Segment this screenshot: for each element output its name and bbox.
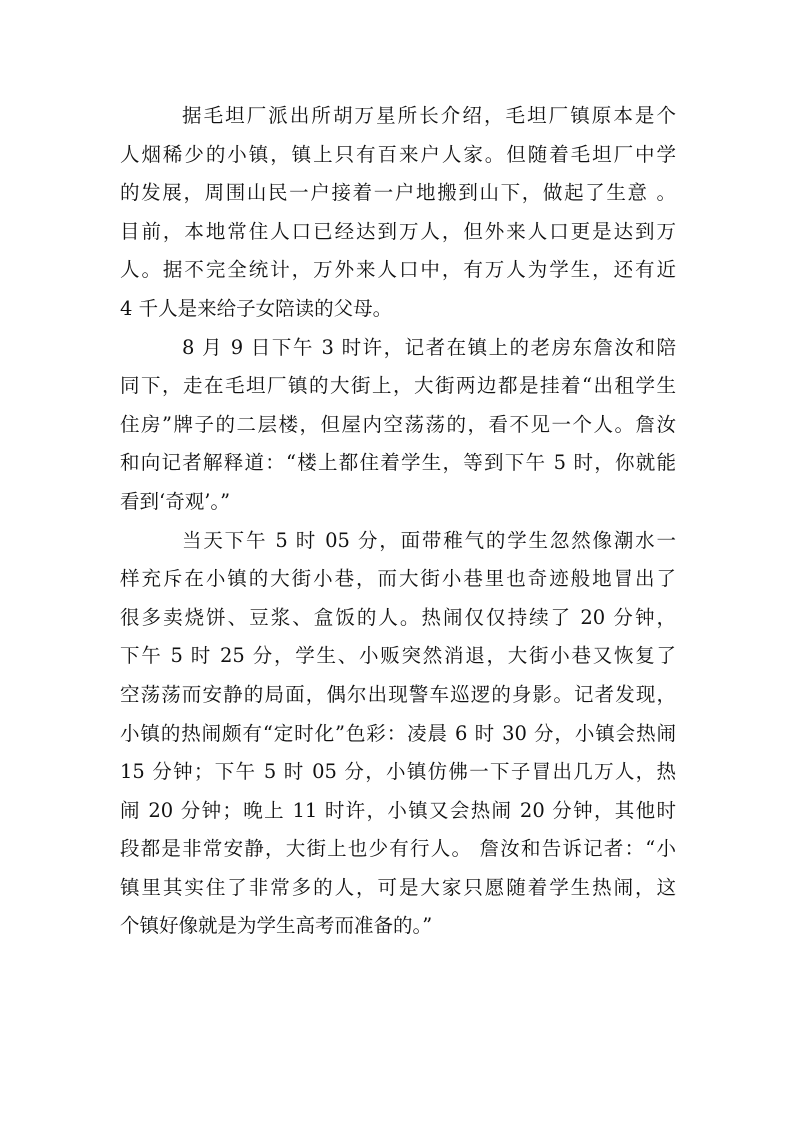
paragraph-2 bbox=[120, 329, 676, 522]
paragraph-line: 8 月 9 日下午 3 时许，记者在镇上的老房东詹汝和陪 bbox=[182, 335, 676, 359]
paragraph-line: 目前，本地常住人口已经达到万人，但外来人口更是达到万 bbox=[120, 219, 676, 243]
paragraph-line: 镇里其实住了非常多的人，可是大家只愿随着学生热闹，这 bbox=[120, 875, 676, 899]
paragraph-line: 很多卖烧饼、豆浆、盒饭的人。热闹仅仅持续了 20 分钟， bbox=[120, 605, 676, 629]
document-body bbox=[120, 97, 676, 946]
paragraph-line: 的发展，周围山民一户接着一户地搬到山下，做起了生意 。 bbox=[120, 181, 676, 205]
paragraph-line: 15 分钟；下午 5 时 05 分，小镇仿佛一下子冒出几万人，热 bbox=[120, 760, 676, 784]
paragraph-line: 4 千人是来给子女陪读的父母。 bbox=[120, 296, 393, 320]
paragraph-line: 住房”牌子的二层楼，但屋内空荡荡的，看不见一个人。詹汝 bbox=[120, 412, 676, 436]
paragraph-line: 个镇好像就是为学生高考而准备的。” bbox=[120, 914, 433, 938]
paragraph-line: 和向记者解释道：“楼上都住着学生，等到下午 5 时，你就能 bbox=[120, 451, 676, 475]
paragraph-line: 当天下午 5 时 05 分，面带稚气的学生忽然像潮水一 bbox=[182, 528, 676, 552]
paragraph-line: 据毛坦厂派出所胡万星所长介绍，毛坦厂镇原本是个 bbox=[182, 104, 676, 127]
paragraph-line: 同下，走在毛坦厂镇的大街上，大街两边都是挂着“出租学生 bbox=[120, 374, 676, 398]
paragraph-line: 空荡荡而安静的局面，偶尔出现警车巡逻的身影。记者发现， bbox=[120, 682, 676, 706]
paragraph-line: 段都是非常安静，大街上也少有行人。 詹汝和告诉记者：“小 bbox=[120, 837, 676, 861]
paragraph-line: 下午 5 时 25 分，学生、小贩突然消退，大街小巷又恢复了 bbox=[120, 644, 676, 668]
paragraph-line: 小镇的热闹颇有“定时化”色彩：凌晨 6 时 30 分，小镇会热闹 bbox=[120, 721, 676, 745]
paragraph-line: 人。据不完全统计，万外来人口中，有万人为学生，还有近 bbox=[120, 258, 676, 282]
paragraph-line: 人烟稀少的小镇，镇上只有百来户人家。但随着毛坦厂中学 bbox=[120, 142, 676, 166]
paragraph-1 bbox=[120, 97, 676, 329]
paragraph-3 bbox=[120, 522, 676, 947]
paragraph-line: 样充斥在小镇的大街小巷，而大街小巷里也奇迹般地冒出了 bbox=[120, 567, 676, 591]
paragraph-line: 看到‘奇观’。” bbox=[120, 489, 231, 513]
paragraph-line: 闹 20 分钟；晚上 11 时许，小镇又会热闹 20 分钟，其他时 bbox=[120, 798, 676, 822]
